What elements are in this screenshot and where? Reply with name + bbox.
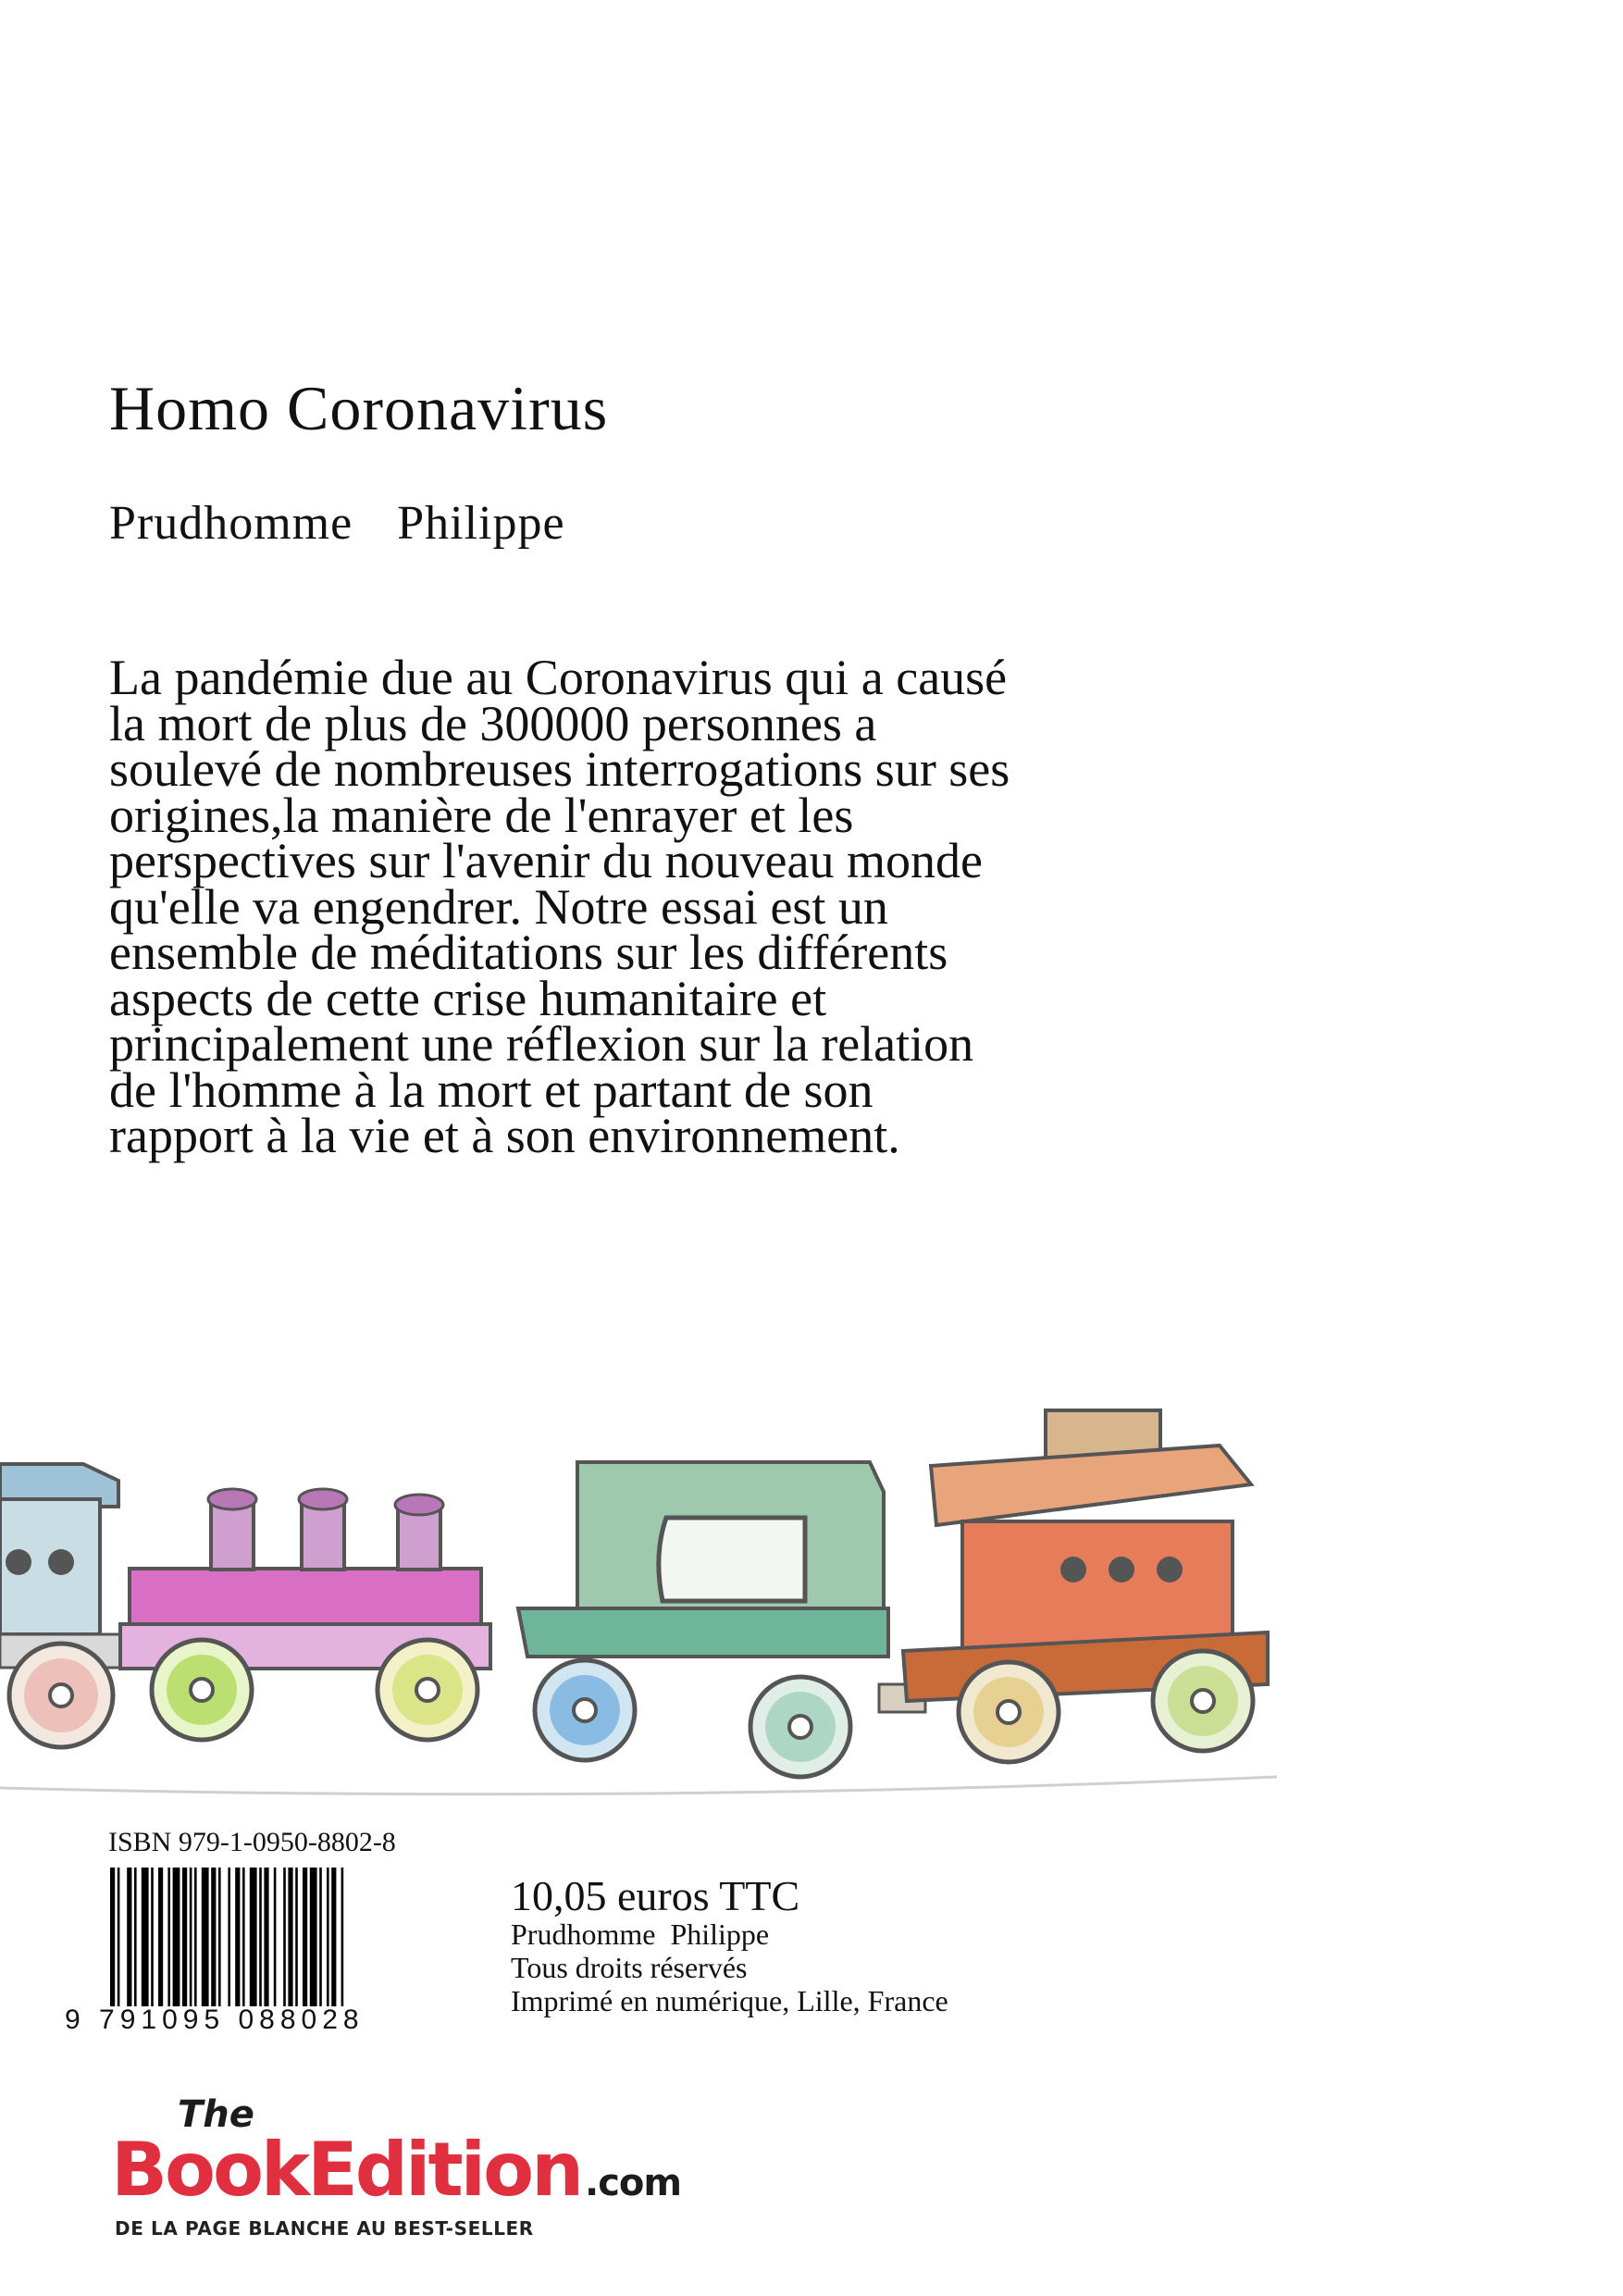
publisher-domain: .com (585, 2162, 682, 2204)
barcode-bar (118, 1868, 120, 2006)
barcode-bar (158, 1868, 163, 2006)
barcode-bar (259, 1868, 262, 2006)
publisher-wordmark (111, 2127, 681, 2213)
train-left-wagon (0, 1464, 139, 1747)
barcode-bar (127, 1868, 131, 2006)
barcode-bar (173, 1868, 180, 2006)
imprint-block (511, 1917, 948, 2017)
publisher-logo (111, 2093, 682, 2251)
train-green-wagon (518, 1462, 888, 1777)
barcode-bar (202, 1868, 209, 2006)
barcode-bar (310, 1868, 317, 2006)
barcode (108, 1868, 451, 2025)
barcode-bar (167, 1868, 170, 2006)
barcode-bar (250, 1868, 257, 2006)
barcode-bar (110, 1868, 115, 2006)
book-title: Homo Coronavirus (109, 373, 609, 443)
barcode-bar (134, 1868, 137, 2006)
book-author: Prudhomme Philippe (109, 497, 565, 550)
publisher-tagline: DE LA PAGE BLANCHE AU BEST-SELLER (115, 2217, 534, 2240)
barcode-bar (228, 1868, 230, 2006)
price: 10,05 euros TTC (511, 1872, 800, 1919)
barcode-bar (242, 1868, 245, 2006)
barcode-bar (319, 1868, 322, 2006)
toy-train-illustration (0, 1407, 1277, 1814)
barcode-bar (151, 1868, 154, 2006)
train-caboose (903, 1410, 1268, 1762)
barcode-bar (190, 1868, 192, 2006)
barcode-bar (327, 1868, 329, 2006)
barcode-bar (331, 1868, 336, 2006)
train-ground-shadow (0, 1777, 1277, 1794)
isbn-label: ISBN 979-1-0950-8802-8 (108, 1827, 396, 1857)
barcode-bar (218, 1868, 221, 2006)
barcode-bar (194, 1868, 197, 2006)
imprint-rights: Tous droits réservés (511, 1951, 748, 1984)
barcode-bar (182, 1868, 187, 2006)
barcode-bar (288, 1868, 292, 2006)
barcode-bar (303, 1868, 307, 2006)
barcode-bar (295, 1868, 298, 2006)
imprint-author: Prudhomme Philippe (511, 1917, 770, 1951)
barcode-digits: 9 791095 088028 (65, 2004, 365, 2035)
barcode-bar (274, 1868, 277, 2006)
train-pink-locomotive (120, 1489, 490, 1740)
barcode-bar (235, 1868, 240, 2006)
barcode-bar (283, 1868, 286, 2006)
publisher-name: BookEdition (111, 2127, 582, 2213)
imprint-printing: Imprimé en numérique, Lille, France (511, 1984, 948, 2017)
barcode-bar (341, 1868, 344, 2006)
barcode-bar (211, 1868, 216, 2006)
barcode-bar (264, 1868, 268, 2006)
barcode-bar (142, 1868, 149, 2006)
publisher-the: The (178, 2093, 254, 2136)
book-blurb: La pandémie due au Coronavirus qui a causé la mort de plus de 300000 personnes a soulevé de nombreuses interrogations sur ses origines,la manière de l'enrayer et les perspectives sur l'avenir du nouveau monde qu'elle va engendrer. Notre essai est un ensemble de méditations sur les différents aspects de cette crise humanitaire et principalement une réflexion sur la relation de l'homme à la mort et partant de son rapport à la vie et à son environnement. (109, 650, 1010, 1163)
